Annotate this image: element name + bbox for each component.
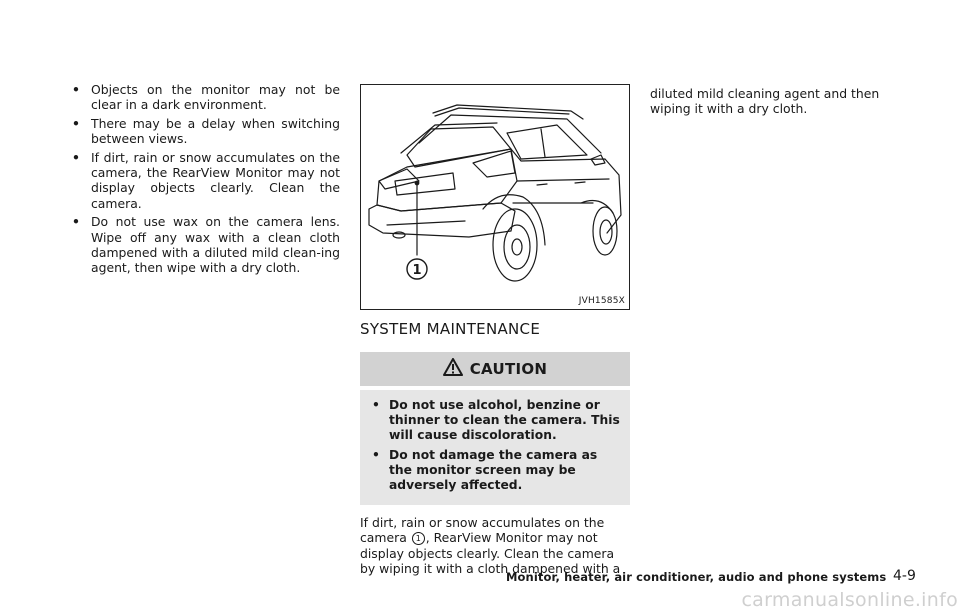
page-number: 4-9 [893, 568, 916, 584]
list-item: • If dirt, rain or snow accumulates on the camera, the RearView Monitor may not display objects clearly. Clean the camera. [72, 149, 340, 211]
list-item: • Do not use alcohol, benzine or thinner to clean the camera. This will cause discoloration. [372, 398, 620, 442]
continuation-paragraph: diluted mild cleaning agent and then wiping it with a dry cloth. [650, 86, 880, 117]
callout-number-inline: 1 [412, 532, 425, 545]
left-column [72, 82, 340, 279]
caution-box [360, 352, 630, 505]
suv-rear-illustration [361, 85, 629, 309]
bullet-icon: • [72, 82, 80, 97]
list-item: • Do not damage the camera as the monitor screen may be adversely affected. [372, 448, 598, 492]
bullet-icon: • [72, 149, 80, 165]
bullet-icon: • [72, 115, 80, 131]
bullet-icon: • [372, 398, 380, 412]
bullet-icon: • [72, 214, 80, 230]
caution-label: CAUTION [469, 360, 548, 378]
list-item: • Objects on the monitor may not be clear in a dark environment. [72, 82, 340, 113]
center-column [360, 82, 630, 577]
caution-header [360, 352, 630, 386]
callout-number: 1 [412, 263, 422, 278]
caution-list [370, 398, 620, 493]
list-item: • There may be a delay when switching between views. [72, 115, 340, 147]
chapter-footer: Monitor, heater, air conditioner, audio and phone systems [506, 570, 887, 584]
maintenance-paragraph: If dirt, rain or snow accumulates on the camera 1 , RearView Monitor may not display objects clearly. Clean the camera by wiping it with a cloth dampened with a [360, 515, 621, 577]
rear-camera-figure [360, 84, 630, 310]
bullet-icon: • [372, 448, 380, 462]
figure-code: JVH1585X [578, 296, 625, 306]
list-item: • Do not use wax on the camera lens. Wipe off any wax with a clean cloth dampened with a diluted mild clean-ing agent, then wipe with a dry cloth. [72, 214, 340, 276]
watermark: carmanualsonline.info [741, 589, 958, 611]
section-title: SYSTEM MAINTENANCE [360, 320, 541, 338]
warning-triangle-icon [443, 358, 463, 380]
caution-body [360, 390, 630, 505]
right-column [650, 86, 920, 117]
note-list [72, 82, 340, 276]
